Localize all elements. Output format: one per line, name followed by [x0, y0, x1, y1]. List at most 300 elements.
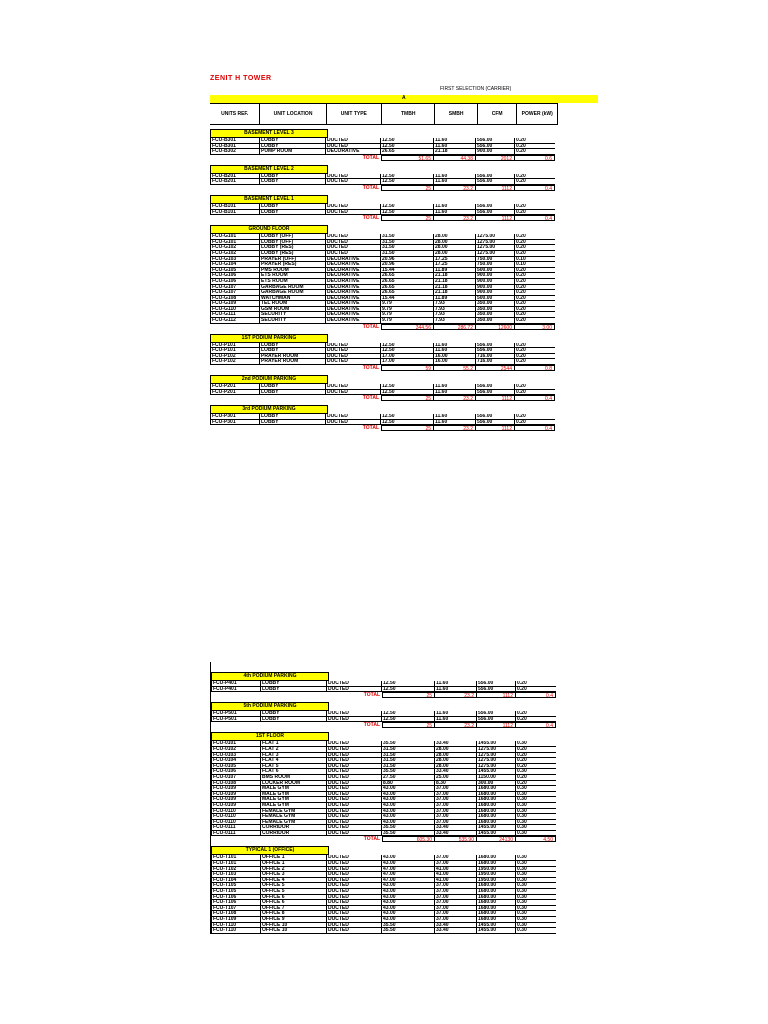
smbh-cell: 41.00	[435, 872, 477, 878]
total-smbh: 535.90	[435, 836, 477, 842]
section-title: 5th PODIUM PARKING	[211, 702, 329, 711]
total-cfm: 1112	[477, 722, 516, 728]
smbh-cell: 11.60	[434, 210, 476, 216]
tmbh-cell: 17.00	[381, 359, 434, 365]
total-smbh: 23.2	[434, 215, 476, 221]
power-cell: 0.30	[516, 855, 556, 861]
unit-ref-cell: FCU-0110	[211, 809, 261, 815]
unit-location-cell: LOBBY	[260, 174, 326, 180]
total-smbh: 55.2	[434, 365, 476, 371]
total-tmbh: 344.56	[381, 324, 434, 330]
unit-ref-cell: FCU-0110	[211, 820, 261, 826]
smbh-cell: 41.00	[435, 878, 477, 884]
unit-ref-cell: FCU-T103	[211, 872, 261, 878]
cfm-cell: 556.00	[476, 348, 515, 354]
unit-type-cell: DUCTED	[327, 831, 382, 837]
unit-ref-cell: FCU-G107	[210, 290, 260, 296]
unit-ref-cell: FCU-B101	[210, 210, 260, 216]
smbh-cell: 28.00	[435, 753, 477, 759]
header-cfm: CFM	[478, 104, 518, 124]
power-cell: 0.20	[515, 390, 555, 396]
total-tmbh: 25	[381, 395, 434, 401]
total-label: TOTAL	[362, 323, 379, 330]
tmbh-cell: 26.65	[381, 273, 434, 279]
unit-location-cell: OFFICE 4	[261, 878, 327, 884]
section-title: 4th PODIUM PARKING	[211, 672, 329, 681]
unit-type-cell: DUCTED	[327, 928, 382, 934]
power-cell: 0.20	[515, 245, 555, 251]
unit-ref-cell: FCU-P501	[211, 717, 261, 723]
section-title: BASEMENT LEVEL 2	[210, 165, 328, 174]
smbh-cell: 7.93	[434, 318, 476, 324]
tmbh-cell: 43.00	[382, 803, 435, 809]
unit-type-cell: DECORATIVE	[326, 273, 381, 279]
cfm-cell: 900.00	[476, 285, 515, 291]
smbh-cell: 11.60	[434, 174, 476, 180]
smbh-cell: 37.00	[435, 820, 477, 826]
power-cell: 0.20	[516, 717, 556, 723]
power-cell: 0.30	[516, 786, 556, 792]
page-1-sections	[210, 129, 558, 431]
smbh-cell: 37.00	[435, 792, 477, 798]
power-cell: 0.20	[515, 179, 555, 185]
power-cell: 0.20	[515, 290, 555, 296]
total-power: 4.50	[516, 836, 556, 842]
unit-ref-cell: FCU-T110	[211, 923, 261, 929]
total-tmbh: 25	[381, 215, 434, 221]
unit-ref-cell: FCU-T104	[211, 878, 261, 884]
unit-type-cell: DUCTED	[327, 825, 382, 831]
smbh-cell: 37.00	[435, 786, 477, 792]
unit-location-cell: LOBBY (OFF)	[260, 240, 326, 246]
document-subtitle: FIRST SELECTION (CARRIER)	[440, 86, 512, 92]
cfm-cell: 1455.00	[477, 923, 516, 929]
unit-type-cell: DUCTED	[327, 878, 382, 884]
cfm-cell: 1680.00	[477, 803, 516, 809]
smbh-cell: 11.89	[434, 268, 476, 274]
total-smbh: 23.2	[434, 395, 476, 401]
cfm-cell: 556.00	[477, 681, 516, 687]
unit-type-cell: DUCTED	[327, 906, 382, 912]
total-label: TOTAL	[363, 692, 380, 699]
cfm-cell: 750.00	[476, 257, 515, 263]
smbh-cell: 37.00	[435, 797, 477, 803]
header-unit-type: UNIT TYPE	[327, 104, 382, 124]
floor-section	[210, 334, 558, 371]
smbh-cell: 11.60	[434, 138, 476, 144]
unit-ref-cell: FCU-B301	[210, 138, 260, 144]
power-cell: 0.20	[515, 312, 555, 318]
smbh-cell: 37.00	[435, 803, 477, 809]
unit-type-cell: DUCTED	[327, 747, 382, 753]
unit-location-cell: ETS ROOM	[260, 273, 326, 279]
smbh-cell: 17.25	[434, 257, 476, 263]
unit-ref-cell: FCU-G108	[210, 296, 260, 302]
tmbh-cell: 12.50	[382, 687, 435, 693]
total-tmbh: 59	[381, 365, 434, 371]
power-cell: 0.30	[516, 792, 556, 798]
smbh-cell: 21.18	[434, 273, 476, 279]
cfm-cell: 556.00	[476, 138, 515, 144]
unit-location-cell: OFFICE 1	[261, 861, 327, 867]
total-label: TOTAL	[362, 425, 379, 432]
total-smbh: 23.2	[435, 692, 477, 698]
total-row	[210, 324, 558, 330]
cfm-cell: 1680.00	[477, 809, 516, 815]
total-label: TOTAL	[363, 836, 380, 843]
unit-ref-cell: FCU-0103	[211, 753, 261, 759]
smbh-cell: 11.60	[434, 384, 476, 390]
cfm-cell: 1680.00	[477, 792, 516, 798]
cfm-cell: 500.00	[476, 296, 515, 302]
tmbh-cell: 12.50	[381, 138, 434, 144]
unit-location-cell: LOBBY	[261, 687, 327, 693]
unit-ref-cell: FCU-B301	[210, 144, 260, 150]
power-cell: 0.30	[516, 923, 556, 929]
unit-type-cell: DUCTED	[326, 414, 381, 420]
unit-ref-cell: FCU-G101	[210, 234, 260, 240]
unit-location-cell: LOBBY	[260, 420, 326, 426]
cfm-cell: 1680.00	[477, 861, 516, 867]
cfm-cell: 750.00	[476, 262, 515, 268]
unit-type-cell: DUCTED	[327, 820, 382, 826]
group-bar	[210, 95, 598, 103]
unit-ref-cell: FCU-0101	[211, 741, 261, 747]
unit-location-cell: MALE GYM	[261, 797, 327, 803]
unit-type-cell: DUCTED	[327, 889, 382, 895]
unit-location-cell: LOBBY	[261, 711, 327, 717]
cfm-cell: 556.00	[476, 420, 515, 426]
tmbh-cell: 9.79	[381, 301, 434, 307]
document-title: ZENIT H TOWER	[210, 75, 272, 82]
unit-location-cell: GSM ROOM	[260, 307, 326, 313]
power-cell: 0.20	[516, 681, 556, 687]
unit-location-cell: OFFICE 6	[261, 900, 327, 906]
unit-type-cell: DUCTED	[326, 359, 381, 365]
cfm-cell: 1950.00	[477, 878, 516, 884]
unit-ref-cell: FCU-G107	[210, 285, 260, 291]
unit-location-cell: ETS ROOM	[260, 279, 326, 285]
cfm-cell: 556.00	[477, 717, 516, 723]
total-tmbh: 25	[381, 425, 434, 431]
cfm-cell: 1275.00	[477, 764, 516, 770]
cfm-cell: 1455.00	[477, 769, 516, 775]
unit-ref-cell: FCU-P201	[210, 384, 260, 390]
unit-location-cell: OFFICE 10	[261, 928, 327, 934]
unit-ref-cell: FCU-T101	[211, 861, 261, 867]
page-2-sections	[211, 672, 559, 934]
total-cfm: 1112	[476, 425, 515, 431]
power-cell: 0.20	[516, 764, 556, 770]
unit-ref-cell: FCU-0106	[211, 769, 261, 775]
unit-location-cell: FEMALE GYM	[261, 814, 327, 820]
floor-section	[210, 405, 558, 431]
tmbh-cell: 31.50	[381, 245, 434, 251]
section-title: GROUND FLOOR	[210, 225, 328, 234]
power-cell: 0.20	[516, 687, 556, 693]
unit-type-cell: DUCTED	[327, 775, 382, 781]
cfm-cell: 1275.00	[476, 234, 515, 240]
unit-ref-cell: FCU-B302	[210, 149, 260, 155]
unit-location-cell: FLAT 1	[261, 741, 327, 747]
total-cfm: 1112	[477, 692, 516, 698]
power-cell: 0.20	[516, 775, 556, 781]
smbh-cell: 37.00	[435, 900, 477, 906]
power-cell: 0.30	[516, 906, 556, 912]
tmbh-cell: 43.00	[382, 814, 435, 820]
unit-location-cell: LOBBY	[260, 138, 326, 144]
unit-ref-cell: FCU-0111	[211, 831, 261, 837]
total-label: TOTAL	[362, 215, 379, 222]
power-cell: 0.30	[516, 797, 556, 803]
cfm-cell: 716.00	[476, 359, 515, 365]
power-cell: 0.20	[515, 318, 555, 324]
total-smbh: 44.38	[434, 155, 476, 161]
smbh-cell: 37.00	[435, 883, 477, 889]
floor-section	[211, 672, 559, 698]
unit-type-cell: DUCTED	[326, 343, 381, 349]
tmbh-cell: 43.00	[382, 809, 435, 815]
unit-type-cell: DUCTED	[326, 384, 381, 390]
power-cell: 0.20	[515, 414, 555, 420]
total-power: 0.8	[515, 365, 555, 371]
cfm-cell: 1680.00	[477, 797, 516, 803]
unit-type-cell: DUCTED	[326, 174, 381, 180]
smbh-cell: 37.00	[435, 809, 477, 815]
power-cell: 0.20	[516, 711, 556, 717]
total-cfm: 1112	[476, 395, 515, 401]
unit-location-cell: LOBBY	[260, 414, 326, 420]
smbh-cell: 33.40	[435, 923, 477, 929]
unit-location-cell: LOBBY	[261, 681, 327, 687]
unit-ref-cell: FCU-G105	[210, 268, 260, 274]
unit-type-cell: DUCTED	[327, 741, 382, 747]
unit-ref-cell: FCU-T107	[211, 906, 261, 912]
power-cell: 0.20	[516, 781, 556, 787]
unit-ref-cell: FCU-G112	[210, 318, 260, 324]
unit-location-cell: OFFICE 3	[261, 872, 327, 878]
unit-ref-cell: FCU-P401	[211, 681, 261, 687]
cfm-cell: 1680.00	[477, 855, 516, 861]
smbh-cell: 25.00	[435, 775, 477, 781]
cfm-cell: 1150.00	[477, 775, 516, 781]
unit-location-cell: OFFICE 2	[261, 867, 327, 873]
cfm-cell: 556.00	[477, 687, 516, 693]
unit-ref-cell: FCU-0107	[211, 775, 261, 781]
cfm-cell: 300.00	[477, 781, 516, 787]
power-cell: 0.10	[515, 262, 555, 268]
tmbh-cell: 43.00	[382, 792, 435, 798]
total-power: 0.4	[515, 185, 555, 191]
power-cell: 0.20	[515, 307, 555, 313]
total-row	[210, 185, 558, 191]
total-row	[210, 215, 558, 221]
cfm-cell: 1680.00	[477, 786, 516, 792]
unit-location-cell: PRAYER (RES)	[260, 262, 326, 268]
unit-ref-cell: FCU-T101	[211, 855, 261, 861]
unit-type-cell: DUCTED	[326, 234, 381, 240]
total-power: 0.6	[515, 155, 555, 161]
cfm-cell: 556.00	[476, 390, 515, 396]
cfm-cell: 1680.00	[477, 814, 516, 820]
unit-location-cell: PRAYER ROOM	[260, 359, 326, 365]
unit-type-cell: DUCTED	[327, 872, 382, 878]
unit-ref-cell: FCU-G106	[210, 273, 260, 279]
power-cell: 0.30	[516, 825, 556, 831]
table-row	[211, 928, 559, 934]
smbh-cell: 33.40	[435, 825, 477, 831]
smbh-cell: 11.60	[435, 681, 477, 687]
total-smbh: 286.72	[434, 324, 476, 330]
cfm-cell: 1455.00	[477, 928, 516, 934]
floor-section	[211, 846, 559, 933]
unit-location-cell: FLAT 3	[261, 753, 327, 759]
smbh-cell: 28.00	[434, 245, 476, 251]
smbh-cell: 41.00	[435, 867, 477, 873]
unit-type-cell: DECORATIVE	[326, 285, 381, 291]
tmbh-cell: 12.50	[381, 174, 434, 180]
header-tmbh: TMBH	[382, 104, 435, 124]
unit-ref-cell: FCU-0109	[211, 786, 261, 792]
tmbh-cell: 12.50	[381, 144, 434, 150]
smbh-cell: 11.60	[434, 348, 476, 354]
power-cell: 0.20	[516, 747, 556, 753]
total-smbh: 23.2	[434, 425, 476, 431]
smbh-cell: 11.60	[434, 414, 476, 420]
unit-type-cell: DECORATIVE	[326, 307, 381, 313]
unit-ref-cell: FCU-T109	[211, 917, 261, 923]
unit-location-cell: PMS ROOM	[260, 268, 326, 274]
power-cell: 0.30	[516, 861, 556, 867]
power-cell: 0.30	[516, 911, 556, 917]
power-cell: 0.20	[515, 301, 555, 307]
power-cell: 0.30	[516, 769, 556, 775]
power-cell: 0.20	[516, 753, 556, 759]
total-smbh: 23.2	[435, 722, 477, 728]
power-cell: 0.20	[515, 144, 555, 150]
tmbh-cell: 31.50	[382, 758, 435, 764]
tmbh-cell: 26.65	[381, 149, 434, 155]
tmbh-cell: 35.50	[382, 825, 435, 831]
group-label: A	[402, 95, 406, 101]
unit-ref-cell: FCU-T105	[211, 883, 261, 889]
unit-location-cell: MALE GYM	[261, 792, 327, 798]
tmbh-cell: 43.00	[382, 911, 435, 917]
cfm-cell: 556.00	[476, 144, 515, 150]
smbh-cell: 28.00	[434, 251, 476, 257]
unit-type-cell: DUCTED	[326, 210, 381, 216]
table-page-2	[210, 662, 559, 934]
tmbh-cell: 43.00	[382, 917, 435, 923]
cfm-cell: 556.00	[476, 210, 515, 216]
header-smbh: SMBH	[435, 104, 478, 124]
unit-location-cell: WATCHMAN	[260, 296, 326, 302]
total-tmbh: 25	[382, 692, 435, 698]
cfm-cell: 1275.00	[476, 240, 515, 246]
tmbh-cell: 12.50	[381, 384, 434, 390]
unit-type-cell: DUCTED	[327, 681, 382, 687]
smbh-cell: 16.00	[434, 354, 476, 360]
unit-type-cell: DUCTED	[327, 781, 382, 787]
tmbh-cell: 47.00	[382, 878, 435, 884]
unit-location-cell: FLAT 2	[261, 747, 327, 753]
unit-type-cell: DUCTED	[326, 390, 381, 396]
unit-type-cell: DUCTED	[326, 354, 381, 360]
unit-ref-cell: FCU-B201	[210, 174, 260, 180]
unit-type-cell: DUCTED	[326, 240, 381, 246]
tmbh-cell: 35.50	[382, 741, 435, 747]
total-label: TOTAL	[362, 154, 379, 161]
total-row	[211, 836, 559, 842]
section-title: BASEMENT LEVEL 3	[210, 129, 328, 138]
unit-type-cell: DUCTED	[327, 814, 382, 820]
unit-location-cell: OFFICE 1	[261, 855, 327, 861]
tmbh-cell: 43.00	[382, 820, 435, 826]
smbh-cell: 11.60	[435, 717, 477, 723]
unit-ref-cell: FCU-G101	[210, 240, 260, 246]
unit-location-cell: OFFICE 5	[261, 889, 327, 895]
smbh-cell: 17.25	[434, 262, 476, 268]
unit-location-cell: FEMALE GYM	[261, 820, 327, 826]
tmbh-cell: 43.00	[382, 883, 435, 889]
unit-type-cell: DUCTED	[326, 245, 381, 251]
smbh-cell: 11.60	[434, 343, 476, 349]
total-cfm: 1112	[476, 215, 515, 221]
cfm-cell: 1680.00	[477, 900, 516, 906]
total-row	[210, 395, 558, 401]
unit-type-cell: DUCTED	[327, 861, 382, 867]
smbh-cell: 33.40	[435, 769, 477, 775]
power-cell: 0.30	[516, 883, 556, 889]
smbh-cell: 37.00	[435, 861, 477, 867]
tmbh-cell: 12.50	[381, 390, 434, 396]
smbh-cell: 16.00	[434, 359, 476, 365]
cfm-cell: 1950.00	[477, 867, 516, 873]
unit-type-cell: DUCTED	[327, 717, 382, 723]
unit-location-cell: OFFICE 7	[261, 906, 327, 912]
tmbh-cell: 12.50	[381, 420, 434, 426]
tmbh-cell: 27.50	[382, 775, 435, 781]
cfm-cell: 1275.00	[476, 245, 515, 251]
power-cell: 0.20	[515, 420, 555, 426]
unit-location-cell: LOCKER ROOM	[261, 781, 327, 787]
unit-location-cell: OFFICE 5	[261, 883, 327, 889]
total-row	[210, 155, 558, 161]
tmbh-cell: 31.50	[381, 240, 434, 246]
section-title: TYPICAL 1 (OFFICE)	[211, 846, 329, 855]
unit-location-cell: PRAYER ROOM	[260, 354, 326, 360]
unit-ref-cell: FCU-P501	[211, 711, 261, 717]
total-tmbh: 51.65	[381, 155, 434, 161]
unit-type-cell: DUCTED	[327, 803, 382, 809]
tmbh-cell: 35.50	[382, 923, 435, 929]
smbh-cell: 33.40	[435, 928, 477, 934]
cfm-cell: 900.00	[476, 149, 515, 155]
unit-ref-cell: FCU-P101	[210, 348, 260, 354]
floor-section	[210, 375, 558, 401]
unit-location-cell: LOBBY	[261, 717, 327, 723]
tmbh-cell: 15.44	[381, 296, 434, 302]
unit-location-cell: LOBBY	[260, 210, 326, 216]
power-cell: 0.30	[516, 900, 556, 906]
unit-type-cell: DECORATIVE	[326, 312, 381, 318]
unit-location-cell: LOBBY	[260, 179, 326, 185]
power-cell: 0.20	[515, 359, 555, 365]
unit-type-cell: DUCTED	[327, 917, 382, 923]
total-label: TOTAL	[362, 365, 379, 372]
unit-ref-cell: FCU-B101	[210, 204, 260, 210]
unit-ref-cell: FCU-G102	[210, 251, 260, 257]
